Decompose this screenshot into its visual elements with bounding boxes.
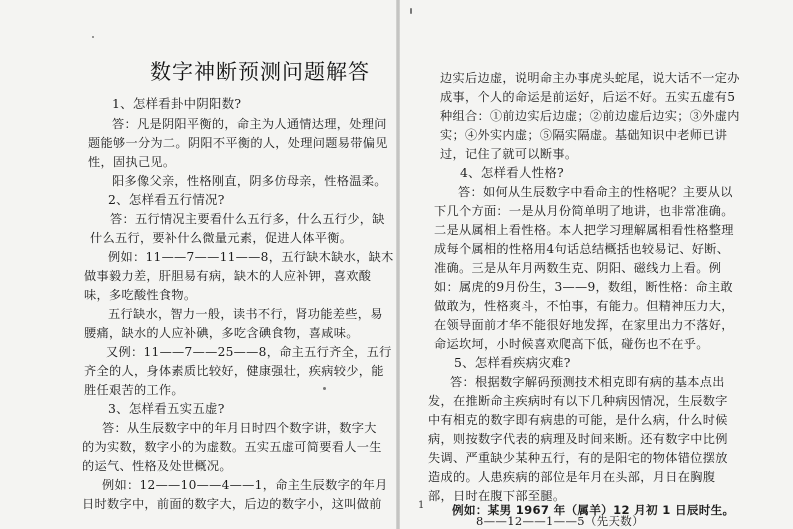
heading-q3: 3、怎样看五实五虚? — [108, 401, 225, 416]
example-line: 例如：某男 1967 年（属羊）12 月初 1 日辰时生。 — [452, 503, 735, 517]
text-line: 命运坎坷，小时候喜欢爬高下低，碰伤也不在乎。 — [434, 337, 709, 351]
scan-speck — [92, 36, 94, 38]
text-line: 实；④外实内虚；⑤隔实隔虚。基础知识中老师已讲 — [440, 128, 728, 142]
text-line: 发，在推断命主疾病时有以下几种病因情况，生辰数字 — [428, 394, 728, 408]
text-line: 下几个方面：一是从月份简单明了地讲，也非常准确。 — [434, 204, 734, 218]
text-line: 腰痛，缺水的人应补碘，多吃含碘食物，喜咸味。 — [84, 326, 359, 340]
text-line: 齐全的人，身体素质比较好，健康强壮，疾病较少，能 — [84, 364, 384, 378]
text-line: 成每个属相的性格用4句话总结概括也较易记、好断、 — [434, 242, 730, 256]
text-line: 题能够一分为二。阴阳不平衡的人，处理问题易带偏见 — [88, 136, 388, 150]
text-line: 日时数字中，前面的数字大，后边的数字小，这叫做前 — [82, 497, 382, 511]
text-line: 答：如何从生辰数字中看命主的性格呢？主要从以 — [458, 185, 733, 199]
page-title: 数字神断预测问题解答 — [150, 60, 370, 84]
text-line: 五行缺水，智力一般，读书不行，肾功能差些，易 — [108, 307, 383, 321]
heading-q4: 4、怎样看人性格? — [460, 165, 564, 180]
text-line: 胜任艰苦的工作。 — [84, 383, 184, 397]
text-line: 边实后边虚，说明命主办事虎头蛇尾，说大话不一定办 — [440, 71, 740, 85]
right-page — [398, 0, 793, 529]
page-number: 1 — [418, 500, 425, 511]
text-line: 什么五行，要补什么微量元素，促进人体平衡。 — [90, 231, 353, 245]
text-line: 答：根据数字解码预测技术相克即有病的基本点出 — [450, 375, 725, 389]
text-line: 中有相克的数字即有病患的可能，是什么病，什么时候 — [428, 413, 728, 427]
text-line: 准确。三是从年月两数生克、阴阳、磁线力上看。例 — [434, 261, 722, 275]
text-line: 种组合：①前边实后边虚；②前边虚后边实；③外虚内 — [440, 109, 740, 123]
text-line: 二是从属相上看性格。本人把学习理解属相看性格整理 — [434, 223, 734, 237]
text-line: 的运气、性格及处世概况。 — [82, 459, 232, 473]
text-line: 造成的。人患疾病的部位是年月在头部，月日在胸腹 — [428, 470, 716, 484]
text-line: 答：凡是阴阳平衡的，命主为人通情达理，处理问 — [112, 117, 387, 131]
text-line: 病，则按数字代表的病理及时间来断。还有数字中比例 — [428, 432, 728, 446]
text-line: 过，记住了就可以断事。 — [440, 147, 578, 161]
heading-q5: 5、怎样看疾病灾难? — [454, 355, 571, 370]
text-line: 例如：11——7——11——8，五行缺木缺水，缺木 — [108, 250, 394, 264]
heading-q1: 1、怎样看卦中阴阳数? — [112, 96, 242, 111]
text-line: 做事毅力差，肝胆易有病，缺木的人应补钾，喜欢酸 — [84, 269, 372, 283]
text-line: 性，固执己见。 — [88, 155, 176, 169]
text-line: 部，日时在腹下部至腿。 — [428, 489, 566, 503]
scan-speck — [410, 8, 412, 14]
text-line: 答：五行情况主要看什么五行多，什么五行少，缺 — [110, 212, 385, 226]
text-line: 的为实数，数字小的为虚数。五实五虚可简要看人一生 — [82, 440, 382, 454]
text-line: 成事，个人的命运是前运好，后运不好。五实五虚有5 — [440, 90, 736, 104]
text-line: 例如：12——10——4——1，命主生辰数字的年月 — [102, 478, 388, 492]
text-line: 如：属虎的9月份生，3——9，数组，断性格：命主敢 — [434, 280, 733, 294]
scan-speck — [323, 387, 326, 390]
text-line: 在领导面前才华不能很好地发挥，在家里出力不落好， — [434, 318, 734, 332]
text-line: 阳多像父亲，性格刚直，阴多仿母亲，性格温柔。 — [112, 174, 387, 188]
example-numbers: 8——12——1——5（先天数） — [476, 514, 644, 528]
text-line: 又例：11——7——25——8，命主五行齐全，五行 — [106, 345, 392, 359]
heading-q2: 2、怎样看五行情况? — [108, 192, 225, 207]
text-line: 味，多吃酸性食物。 — [84, 288, 197, 302]
text-line: 答：从生辰数字中的年月日时四个数字讲，数字大 — [102, 421, 377, 435]
text-line: 做敢为，性格爽斗，不怕事，有能力。但精神压力大， — [434, 299, 734, 313]
text-line: 失调、严重缺少某种五行，有的是阳宅的物体错位摆放 — [428, 451, 728, 465]
